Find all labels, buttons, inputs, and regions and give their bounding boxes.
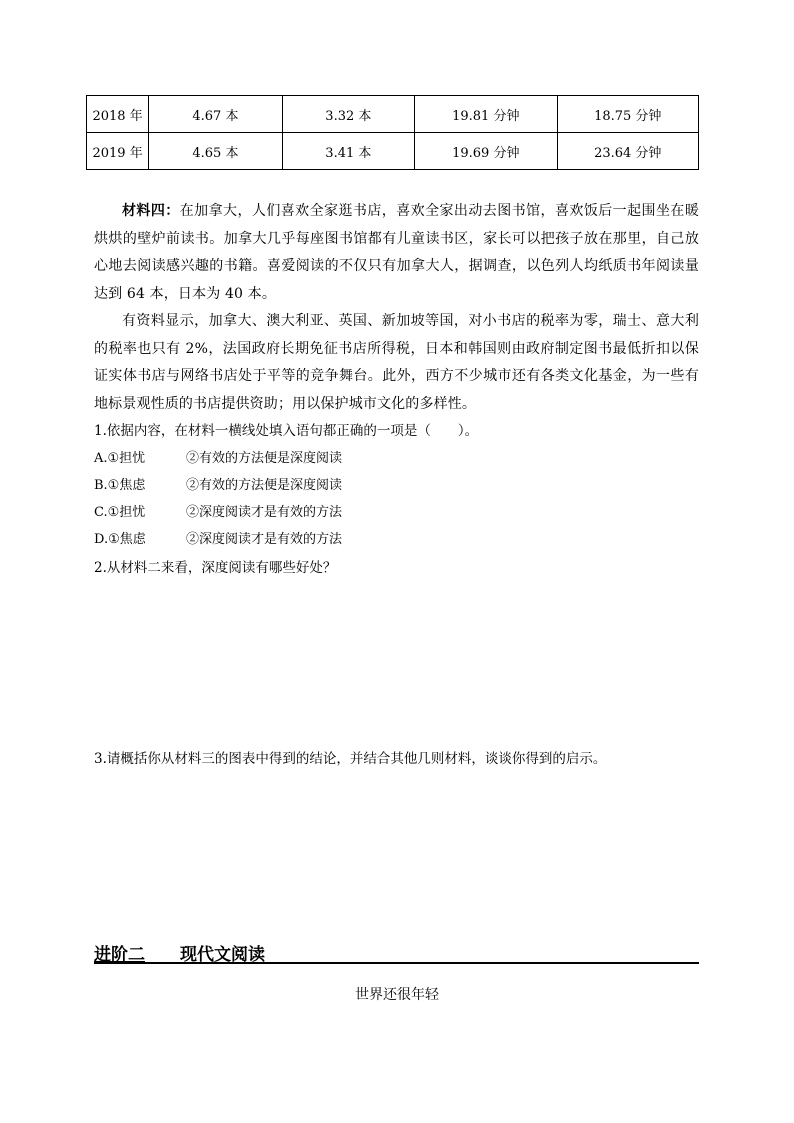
reading-stats-table bbox=[86, 95, 699, 170]
question-1: 1.依据内容，在材料一横线处填入语句都正确的一项是（ ）。 bbox=[94, 423, 479, 439]
table-cell: 18.75 分钟 bbox=[557, 96, 699, 133]
option-a-first: A.①担忧 bbox=[94, 451, 146, 466]
table-cell: 3.32 本 bbox=[282, 96, 414, 133]
option-a bbox=[94, 447, 342, 466]
table-cell-year: 2018 年 bbox=[87, 96, 149, 133]
table-cell: 19.69 分钟 bbox=[415, 133, 557, 170]
option-b-first: B.①焦虑 bbox=[94, 478, 146, 493]
section-tag: 进阶二 bbox=[94, 945, 145, 965]
option-c bbox=[94, 501, 342, 520]
section-title: 现代文阅读 bbox=[180, 945, 265, 965]
table-cell: 23.64 分钟 bbox=[557, 133, 699, 170]
table-cell: 3.41 本 bbox=[282, 133, 414, 170]
material-four-text: 在加拿大，人们喜欢全家逛书店，喜欢全家出动去图书馆，喜欢饭后一起围坐在暖烘烘的壁炉前读书。加拿大几乎每座图书馆都有儿童读书区，家长可以把孩子放在那里，自己放心地去阅读感兴趣的书籍。喜爱阅读的不仅只有加拿大人，据调查，以色列人均纸质书年阅读量达到 64 本，日本为 40 本。 bbox=[94, 203, 699, 302]
option-c-first: C.①担忧 bbox=[94, 505, 146, 520]
tax-policy-paragraph: 有资料显示，加拿大、澳大利亚、英国、新加坡等国，对小书店的税率为零，瑞士、意大利的税率也只有 2%，法国政府长期免征书店所得税，日本和韩国则由政府制定图书最低折扣以保证实体书店与网络书店处于平等的竞争舞台。此外，西方不少城市还有各类文化基金，为一些有地标景观性质的书店提供资助；用以保护城市文化的多样性。 bbox=[94, 313, 699, 412]
option-a-second: ②有效的方法便是深度阅读 bbox=[186, 451, 343, 466]
table-cell: 4.65 本 bbox=[149, 133, 282, 170]
material-four-paragraph bbox=[94, 198, 699, 308]
option-d bbox=[94, 528, 342, 547]
article-title: 世界还很年轻 bbox=[355, 987, 439, 1003]
material-four-lead: 材料四： bbox=[122, 203, 180, 219]
option-d-second: ②深度阅读才是有效的方法 bbox=[186, 532, 343, 547]
option-b bbox=[94, 474, 342, 493]
table-cell-year: 2019 年 bbox=[87, 133, 149, 170]
table-row bbox=[87, 96, 699, 133]
table-row bbox=[87, 133, 699, 170]
table-cell: 19.81 分钟 bbox=[415, 96, 557, 133]
question-2: 2.从材料二来看，深度阅读有哪些好处？ bbox=[94, 560, 337, 576]
option-c-second: ②深度阅读才是有效的方法 bbox=[186, 505, 343, 520]
question-3: 3.请概括你从材料三的图表中得到的结论，并结合其他几则材料，谈谈你得到的启示。 bbox=[94, 751, 607, 767]
section-heading bbox=[94, 940, 699, 964]
table-cell: 4.67 本 bbox=[149, 96, 282, 133]
option-b-second: ②有效的方法便是深度阅读 bbox=[186, 478, 343, 493]
option-d-first: D.①焦虑 bbox=[94, 532, 146, 547]
